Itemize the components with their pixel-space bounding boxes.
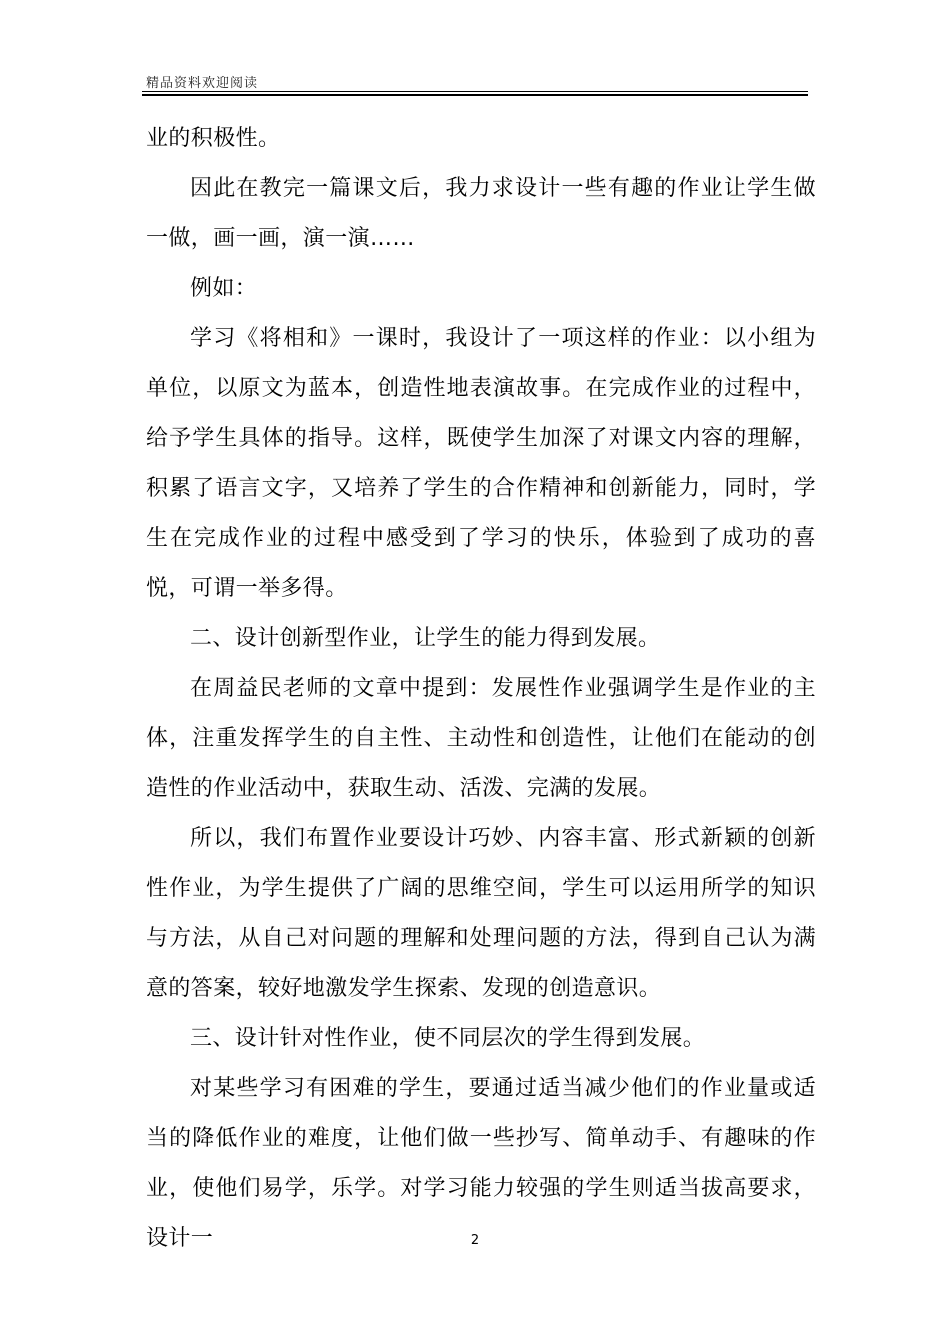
paragraph: 例如： [190, 276, 258, 301]
paragraph: 所以，我们布置作业要设计巧妙、内容丰富、形式新颖的创新性作业，为学生提供了广阔的思维空间，学生可以运用所学的知识与方法，从自己对问题的理解和处理问题的方法，得到自己认为满意的答案，较好地激发学生探索、发现的创造意识。 [146, 826, 816, 1001]
paragraph: 在周益民老师的文章中提到：发展性作业强调学生是作业的主体，注重发挥学生的自主性、主动性和创造性，让他们在能动的创造性的作业活动中，获取生动、活泼、完满的发展。 [146, 676, 816, 801]
page-header-text: 精品资料欢迎阅读 [146, 76, 259, 91]
paragraph: 因此在教完一篇课文后，我力求设计一些有趣的作业让学生做一做，画一画，演一演…… [146, 176, 816, 251]
paragraph: 对某些学习有困难的学生，要通过适当减少他们的作业量或适当的降低作业的难度，让他们做一些抄写、简单动手、有趣味的作业，使他们易学，乐学。对学习能力较强的学生则适当拔高要求，设计一 [146, 1076, 816, 1251]
paragraph: 学习《将相和》一课时，我设计了一项这样的作业：以小组为单位，以原文为蓝本，创造性地表演故事。在完成作业的过程中，给予学生具体的指导。这样，既使学生加深了对课文内容的理解，积累了语言文字，又培养了学生的合作精神和创新能力，同时，学生在完成作业的过程中感受到了学习的快乐，体验到了成功的喜悦，可谓一举多得。 [146, 326, 816, 601]
document-body [146, 114, 816, 1264]
section-heading: 二、设计创新型作业，让学生的能力得到发展。 [190, 626, 661, 651]
page-number: 2 [470, 1233, 480, 1248]
section-heading: 三、设计针对性作业，使不同层次的学生得到发展。 [190, 1026, 706, 1051]
header-rule-thick [142, 94, 808, 96]
header-rule-thin [142, 91, 808, 92]
paragraph-continuation: 业的积极性。 [146, 126, 281, 151]
